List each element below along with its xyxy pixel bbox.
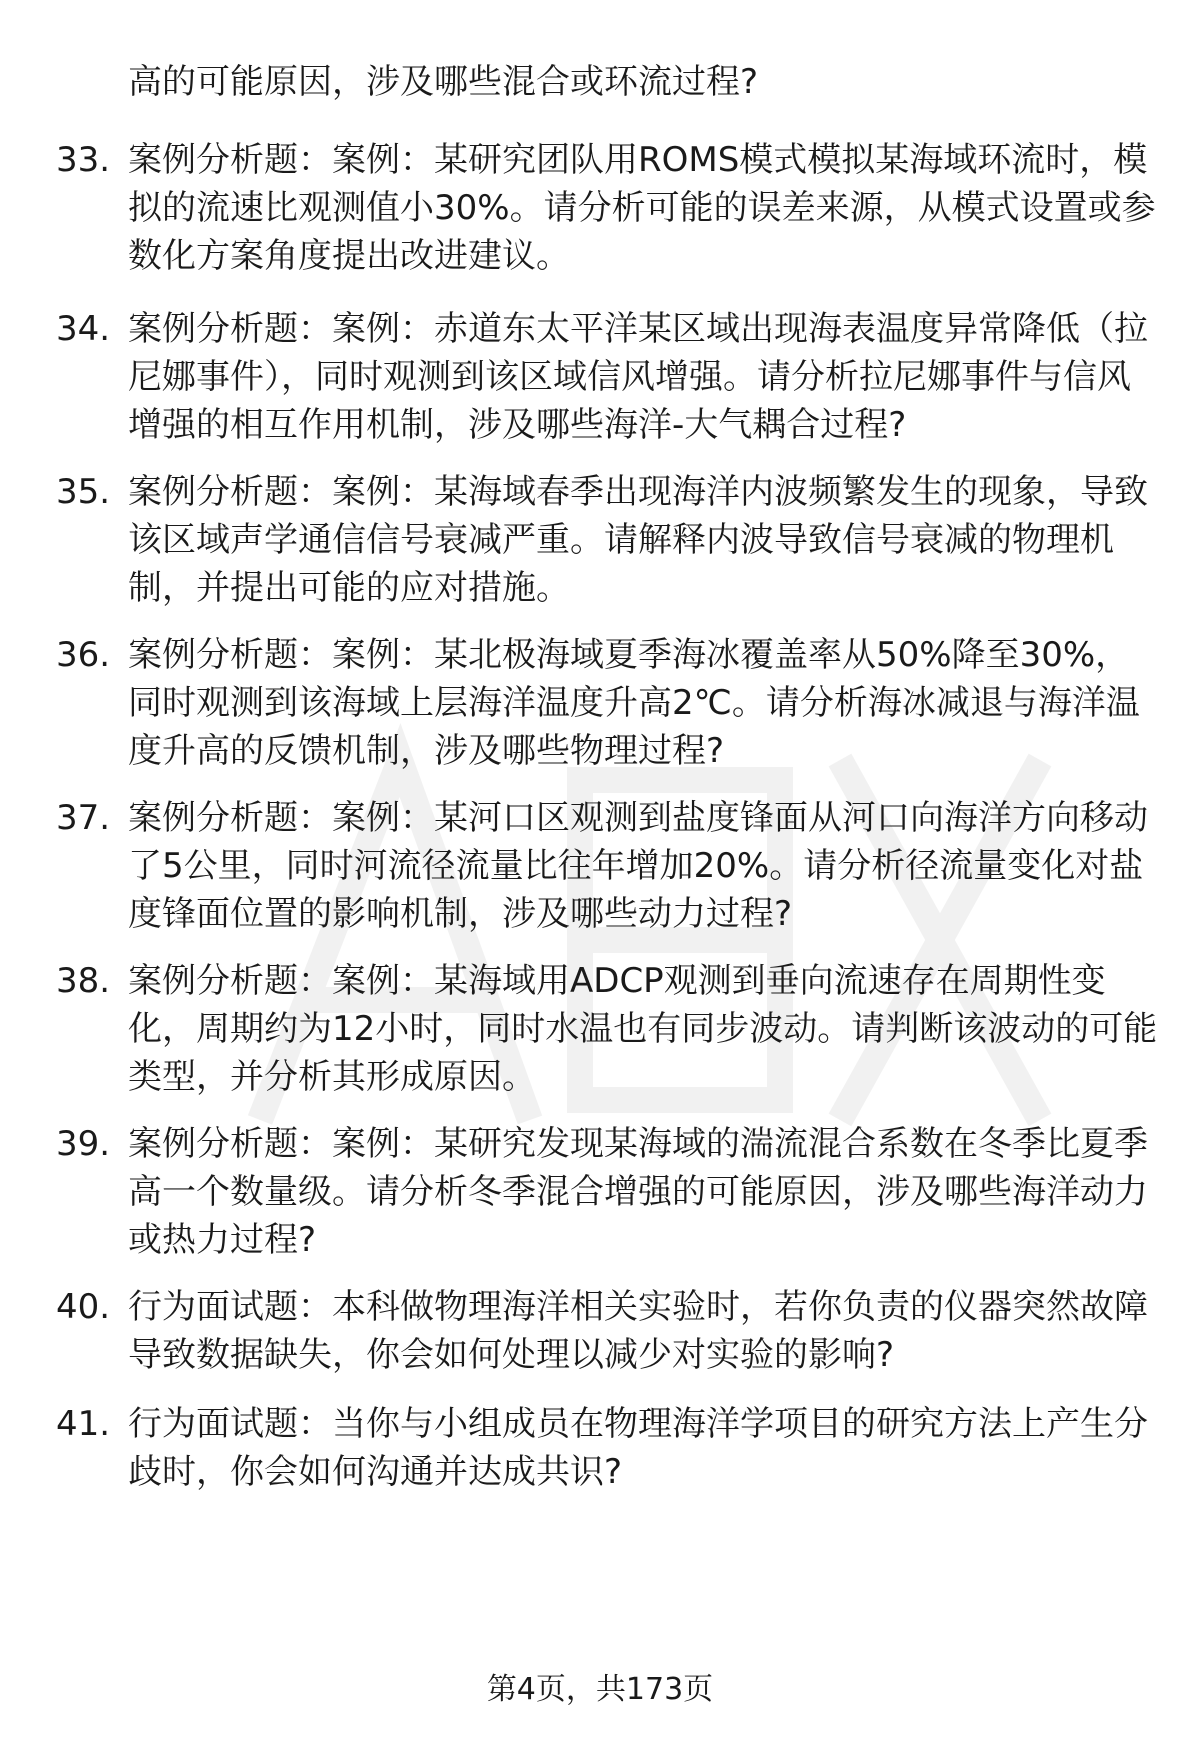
question-number: 37. [56, 798, 111, 838]
question-text: 行为面试题：当你与小组成员在物理海洋学项目的研究方法上产生分歧时，你会如何沟通并达成共识? [128, 1404, 1148, 1492]
question-number: 39. [56, 1124, 111, 1164]
question-text: 案例分析题：案例：某研究团队用ROMS模式模拟某海域环流时，模拟的流速比观测值小30%。请分析可能的误差来源，从模式设置或参数化方案角度提出改进建议。 [128, 140, 1156, 276]
question-number: 34. [56, 309, 111, 349]
question-text: 案例分析题：案例：某河口区观测到盐度锋面从河口向海洋方向移动了5公里，同时河流径流量比往年增加20%。请分析径流量变化对盐度锋面位置的影响机制，涉及哪些动力过程? [128, 798, 1148, 934]
question-text: 案例分析题：案例：某海域用ADCP观测到垂向流速存在周期性变化，周期约为12小时，同时水温也有同步波动。请判断该波动的可能类型，并分析其形成原因。 [128, 961, 1158, 1097]
question-number: 35. [56, 472, 111, 512]
question-number: 36. [56, 635, 111, 675]
question-number: 38. [56, 961, 111, 1001]
question-text: 案例分析题：案例：某北极海域夏季海冰覆盖率从50%降至30%，同时观测到该海域上层海洋温度升高2℃。请分析海冰减退与海洋温度升高的反馈机制，涉及哪些物理过程? [128, 635, 1140, 771]
question-number: 40. [56, 1287, 111, 1327]
question-number: 41. [56, 1404, 111, 1444]
question-text: 案例分析题：案例：某研究发现某海域的湍流混合系数在冬季比夏季高一个数量级。请分析冬季混合增强的可能原因，涉及哪些海洋动力或热力过程? [128, 1124, 1148, 1260]
question-text: 案例分析题：案例：某海域春季出现海洋内波频繁发生的现象，导致该区域声学通信信号衰减严重。请解释内波导致信号衰减的物理机制，并提出可能的应对措施。 [128, 472, 1148, 608]
question-number: 33. [56, 140, 111, 180]
question-text: 行为面试题：本科做物理海洋相关实验时，若你负责的仪器突然故障导致数据缺失，你会如何处理以减少对实验的影响? [128, 1287, 1148, 1375]
question-text: 案例分析题：案例：赤道东太平洋某区域出现海表温度异常降低（拉尼娜事件），同时观测到该区域信风增强。请分析拉尼娜事件与信风增强的相互作用机制，涉及哪些海洋-大气耦合过程? [128, 309, 1148, 445]
continuation-text: 高的可能原因，涉及哪些混合或环流过程? [128, 62, 759, 102]
page-footer: 第4页，共173页 [486, 1672, 714, 1707]
